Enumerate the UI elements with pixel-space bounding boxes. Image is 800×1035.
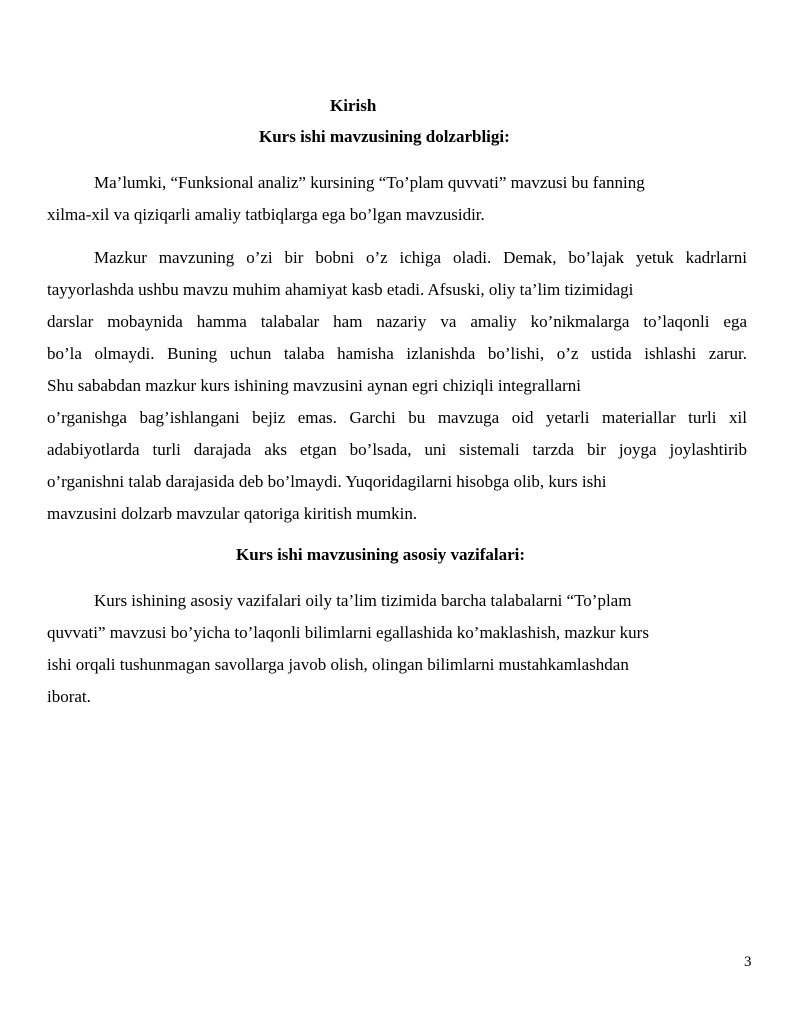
text-line: xilma-xil va qiziqarli amaliy tatbiqlarga ega bo’lgan mavzusidir.	[47, 205, 485, 224]
text-line: quvvati” mavzusi bo’yicha to’laqonli bilimlarni egallashida ko’maklashish, mazkur kurs	[47, 623, 649, 642]
page-number: 3	[744, 954, 752, 970]
text-line: Ma’lumki, “Funksional analiz” kursining “To’plam quvvati” mavzusi bu fanning	[94, 173, 645, 192]
text-line: ishi orqali tushunmagan savollarga javob olish, olingan bilimlarni mustahkamlashdan	[47, 655, 629, 674]
text-line: Mazkur mavzuning o’zi bir bobni o’z ichiga oladi. Demak, bo’lajak yetuk kadrlarni	[94, 248, 747, 267]
text-line: tayyorlashda ushbu mavzu muhim ahamiyat kasb etadi. Afsuski, oliy ta’lim tizimidagi	[47, 280, 634, 299]
text-line: iborat.	[47, 687, 91, 706]
text-line: Kurs ishining asosiy vazifalari oily ta’lim tizimida barcha talabalarni “To’plam	[94, 591, 632, 610]
text-line: Shu sababdan mazkur kurs ishining mavzusini aynan egri chiziqli integrallarni	[47, 376, 581, 395]
text-line: o’rganishni talab darajasida deb bo’lmaydi. Yuqoridagilarni hisobga olib, kurs ishi	[47, 472, 607, 491]
text-line: adabiyotlarda turli darajada aks etgan bo’lsada, uni sistemali tarzda bir joyga joylashtirib	[47, 440, 747, 459]
text-line: mavzusini dolzarb mavzular qatoriga kiritish mumkin.	[47, 504, 418, 523]
text-line: o’rganishga bag’ishlangani bejiz emas. Garchi bu mavzuga oid yetarli materiallar turli xil	[47, 408, 747, 427]
page-title: Kirish	[330, 96, 377, 115]
text-line: darslar mobaynida hamma talabalar ham nazariy va amaliy ko’nikmalarga to’laqonli ega	[47, 312, 747, 331]
section-heading-tasks: Kurs ishi mavzusining asosiy vazifalari:	[236, 545, 526, 564]
section-heading-relevance: Kurs ishi mavzusining dolzarbligi:	[259, 127, 510, 146]
text-line: bo’la olmaydi. Buning uchun talaba hamisha izlanishda bo’lishi, o’z ustida ishlashi zarur.	[47, 344, 747, 363]
